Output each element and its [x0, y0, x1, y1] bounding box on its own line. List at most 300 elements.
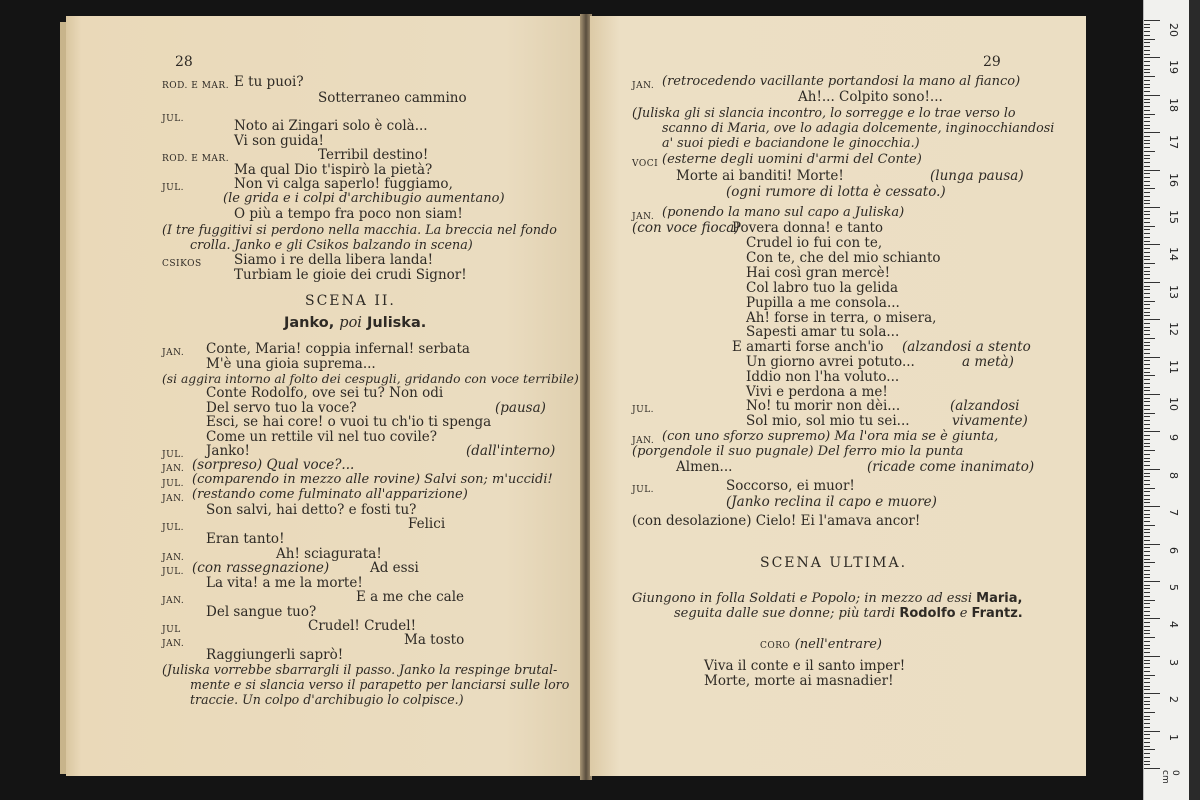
- ruler-tick: [1144, 218, 1150, 219]
- ruler-tick: [1144, 125, 1150, 126]
- stage-direction: (ponendo la mano sul capo a Juliska): [662, 205, 905, 220]
- speaker-label: JAN.: [632, 81, 655, 91]
- ruler-tick: [1144, 401, 1150, 402]
- ruler-tick: [1144, 319, 1160, 320]
- ruler-tick: [1144, 476, 1150, 477]
- ruler-tick: [1144, 330, 1150, 331]
- ruler-tick: [1144, 738, 1150, 739]
- right-page: [590, 16, 1086, 776]
- ruler-tick: [1144, 757, 1150, 758]
- verse-line: Crudel! Crudel!: [308, 618, 416, 634]
- ruler-tick: [1144, 121, 1150, 122]
- ruler-number: 15: [1167, 210, 1180, 224]
- verse-line: Conte, Maria! coppia infernal! serbata: [206, 341, 470, 357]
- ruler-tick: [1144, 450, 1155, 451]
- verse-line: Ma qual Dio t'ispirò la pietà?: [234, 162, 433, 178]
- stage-direction: (Juliska vorrebbe sbarrargli il passo. Janko la respinge brutal-: [162, 662, 558, 677]
- verse-line: Povera donna! e tanto: [732, 220, 883, 236]
- verse-line: Vivi e perdona a me!: [746, 384, 888, 400]
- stage-direction: crolla. Janko e gli Csikos balzando in scena): [190, 237, 473, 252]
- ruler-tick: [1144, 409, 1150, 410]
- ruler-tick: [1144, 499, 1150, 500]
- ruler-tick: [1144, 615, 1150, 616]
- ruler-tick: [1144, 114, 1155, 115]
- ruler-tick: [1144, 185, 1150, 186]
- ruler-tick: [1144, 596, 1150, 597]
- ruler-tick: [1144, 607, 1150, 608]
- ruler-number: 18: [1167, 97, 1180, 112]
- ruler-tick: [1144, 286, 1150, 287]
- ruler-tick: [1144, 282, 1160, 283]
- speaker-label: JUL.: [162, 114, 185, 124]
- ruler-tick: [1144, 353, 1150, 354]
- ruler-tick: [1144, 645, 1150, 646]
- ruler-tick: [1144, 323, 1150, 324]
- ruler-tick: [1144, 428, 1150, 429]
- speaker-label: ROD. E MAR.: [162, 154, 230, 164]
- verse-line: Ad essi: [370, 560, 419, 576]
- verse-line: Morte ai banditi! Morte!: [676, 168, 844, 184]
- ruler-tick: [1144, 173, 1150, 174]
- ruler-tick: [1144, 237, 1150, 238]
- verse-line: Viva il conte e il santo imper!: [704, 658, 906, 674]
- ruler-tick: [1144, 660, 1150, 661]
- ruler-tick: [1144, 431, 1160, 432]
- verse-line: Ma tosto: [404, 632, 465, 648]
- verse-line: Del sangue tuo?: [206, 604, 317, 620]
- ruler-tick: [1144, 734, 1150, 735]
- ruler-tick: [1144, 293, 1150, 294]
- ruler-tick: [1144, 570, 1150, 571]
- ruler-tick: [1144, 708, 1150, 709]
- description-text: Giungono in folla Soldati e Popolo; in mezzo ad essi: [632, 591, 972, 606]
- verse-line: Ah! sciagurata!: [276, 546, 382, 562]
- verse-line: La vita! a me la morte!: [206, 575, 363, 591]
- page-number: 29: [983, 54, 1001, 70]
- ruler-tick: [1144, 368, 1150, 369]
- ruler-tick: [1144, 764, 1150, 765]
- ruler-tick: [1144, 622, 1150, 623]
- ruler-tick: [1144, 525, 1155, 526]
- ruler-tick: [1144, 267, 1150, 268]
- speaker-label: JAN.: [162, 348, 185, 358]
- speaker-label: JAN.: [162, 464, 185, 474]
- ruler-number: 5: [1167, 584, 1180, 591]
- verse-line: E tu puoi?: [234, 74, 304, 90]
- stage-direction: mente e si slancia verso il parapetto per lanciarsi sulle loro: [190, 677, 570, 692]
- ruler-tick: [1144, 252, 1150, 253]
- ruler-tick: [1144, 76, 1155, 77]
- speaker-label: JAN.: [162, 494, 185, 504]
- ruler-tick: [1144, 69, 1150, 70]
- ruler-tick: [1144, 701, 1150, 702]
- speaker-label: JUL.: [632, 485, 655, 495]
- ruler-tick: [1144, 611, 1150, 612]
- verse-line: Crudel io fui con te,: [746, 235, 883, 251]
- ruler-tick: [1144, 214, 1150, 215]
- ruler-tick: [1144, 461, 1150, 462]
- ruler-tick: [1144, 256, 1150, 257]
- ruler-tick: [1144, 592, 1150, 593]
- ruler-tick: [1144, 480, 1150, 481]
- ruler-tick: [1144, 39, 1155, 40]
- verse-line: Del servo tuo la voce?: [206, 400, 357, 416]
- ruler-tick: [1144, 574, 1150, 575]
- ruler-tick: [1144, 454, 1150, 455]
- ruler-tick: [1144, 686, 1150, 687]
- ruler-tick: [1144, 192, 1150, 193]
- ruler-tick: [1144, 458, 1150, 459]
- ruler-number: 3: [1167, 658, 1180, 666]
- stage-direction: (pausa): [495, 400, 546, 416]
- ruler-tick: [1144, 226, 1155, 227]
- ruler-tick: [1144, 551, 1150, 552]
- verse-line: No! tu morir non dèi...: [746, 398, 901, 414]
- ruler-tick: [1144, 110, 1150, 111]
- ruler-tick: [1144, 405, 1150, 406]
- ruler-tick: [1144, 588, 1150, 589]
- ruler-tick: [1144, 491, 1150, 492]
- ruler-unit-label: 0 cm: [1160, 770, 1180, 784]
- ruler-tick: [1144, 84, 1150, 85]
- stage-direction: (retrocedendo vacillante portandosi la mano al fianco): [662, 74, 1021, 89]
- ruler-tick: [1144, 652, 1150, 653]
- ruler-tick: [1144, 200, 1150, 201]
- ruler-tick: [1144, 99, 1150, 100]
- ruler-tick: [1144, 244, 1160, 245]
- ruler-tick: [1144, 222, 1150, 223]
- ruler-tick: [1144, 506, 1160, 507]
- stage-direction: (ricade come inanimato): [867, 459, 1035, 475]
- verse-line: (con desolazione) Cielo! Ei l'amava ancor!: [632, 513, 921, 529]
- left-page: [66, 16, 582, 776]
- ruler-tick: [1144, 521, 1150, 522]
- ruler-tick: [1144, 562, 1155, 563]
- ruler-tick: [1144, 689, 1150, 690]
- ruler-tick: [1144, 155, 1150, 156]
- ruler-tick: [1144, 278, 1150, 279]
- scene-title: SCENA II.: [305, 293, 396, 309]
- stage-direction: (le grida e i colpi d'archibugio aumentano): [223, 191, 505, 206]
- ruler-tick: [1144, 716, 1150, 717]
- stage-direction: (con voce fioca): [632, 220, 740, 236]
- ruler-number: 12: [1167, 322, 1180, 337]
- ruler-tick: [1144, 439, 1150, 440]
- ruler-tick: [1144, 443, 1150, 444]
- speaker-label: JUL.: [162, 450, 185, 460]
- stage-direction: (con rassegnazione): [192, 560, 330, 576]
- verse-line: Conte Rodolfo, ove sei tu? Non odi: [206, 385, 444, 401]
- ruler-tick: [1144, 50, 1150, 51]
- scene-description: [674, 606, 1023, 622]
- speaker-label: JAN.: [632, 436, 655, 446]
- ruler-number: 7: [1167, 509, 1180, 517]
- ruler-tick: [1144, 637, 1155, 638]
- verse-line: Vi son guida!: [234, 133, 324, 149]
- stage-direction: (ogni rumore di lotta è cessato.): [726, 184, 946, 200]
- ruler-tick: [1144, 162, 1150, 163]
- ruler-tick: [1144, 667, 1150, 668]
- ruler-tick: [1144, 484, 1150, 485]
- stage-direction: (esterne degli uomini d'armi del Conte): [662, 152, 922, 167]
- ruler-tick: [1144, 416, 1150, 417]
- ruler-tick: [1144, 495, 1150, 496]
- ruler-tick: [1144, 271, 1150, 272]
- stage-direction: a metà): [962, 354, 1014, 370]
- speaker-label: ROD. E MAR.: [162, 81, 230, 91]
- ruler-tick: [1144, 102, 1150, 103]
- stage-direction: (dall'interno): [466, 443, 556, 459]
- verse-line: E a me che cale: [356, 589, 465, 605]
- ruler-tick: [1144, 87, 1150, 88]
- ruler-tick: [1144, 712, 1155, 713]
- ruler-tick: [1144, 91, 1150, 92]
- ruler-tick: [1144, 768, 1160, 769]
- ruler-tick: [1144, 31, 1150, 32]
- stage-direction: a' suoi piedi e baciandone le ginocchia.): [662, 135, 920, 150]
- ruler-tick: [1144, 57, 1160, 58]
- verse-line: Raggiungerli saprò!: [206, 647, 344, 663]
- ruler-tick: [1144, 600, 1155, 601]
- ruler-tick: [1144, 349, 1150, 350]
- verse-line: (comparendo in mezzo alle rovine) Salvi son; m'uccidi!: [192, 472, 553, 487]
- ruler-tick: [1144, 510, 1150, 511]
- ruler-tick: [1144, 42, 1150, 43]
- ruler-number: 20: [1167, 23, 1180, 37]
- chorus-heading: [760, 636, 882, 654]
- character-name: Rodolfo: [899, 606, 956, 621]
- ruler-tick: [1144, 233, 1150, 234]
- ruler-tick: [1144, 488, 1155, 489]
- ruler-tick: [1144, 308, 1150, 309]
- speaker-label: JAN.: [162, 639, 185, 649]
- ruler-tick: [1144, 547, 1150, 548]
- ruler-tick: [1144, 618, 1160, 619]
- measuring-ruler: [1143, 0, 1190, 800]
- speaker-label: JUL.: [162, 479, 185, 489]
- ruler-tick: [1144, 375, 1155, 376]
- ruler-tick: [1144, 529, 1150, 530]
- ruler-tick: [1144, 95, 1160, 96]
- speaker-label: CSIKOS: [162, 259, 202, 269]
- verse-line: Siamo i re della libera landa!: [234, 252, 434, 268]
- ruler-tick: [1144, 304, 1150, 305]
- ruler-tick: [1144, 364, 1150, 365]
- stage-direction: scanno di Maria, ove lo adagia dolcemente, inginocchiandosi: [662, 120, 1055, 135]
- ruler-tick: [1144, 151, 1155, 152]
- ruler-tick: [1144, 263, 1155, 264]
- ruler-tick: [1144, 383, 1150, 384]
- ruler-tick: [1144, 188, 1155, 189]
- speaker-label: JUL.: [162, 567, 185, 577]
- ruler-tick: [1144, 274, 1150, 275]
- verse-line: Felici: [408, 516, 446, 532]
- verse-line: Eran tanto!: [206, 531, 285, 547]
- ruler-tick: [1144, 581, 1160, 582]
- speaker-label: JAN.: [162, 553, 185, 563]
- stage-direction: vivamente): [952, 413, 1028, 429]
- ruler-tick: [1144, 704, 1150, 705]
- ruler-number: 2: [1167, 696, 1180, 704]
- ruler-tick: [1144, 603, 1150, 604]
- ruler-tick: [1144, 435, 1150, 436]
- ruler-tick: [1144, 675, 1155, 676]
- ruler-tick: [1144, 536, 1150, 537]
- verse-line: Esci, se hai core! o vuoi tu ch'io ti spenga: [206, 414, 492, 430]
- ruler-tick: [1144, 682, 1150, 683]
- ruler-tick: [1144, 379, 1150, 380]
- ruler-number: 17: [1167, 135, 1180, 150]
- speaker-label: CORO: [760, 641, 791, 651]
- ruler-tick: [1144, 181, 1150, 182]
- character-name: Maria,: [976, 591, 1023, 606]
- verse-line: M'è una gioia suprema...: [206, 356, 376, 372]
- ruler-tick: [1144, 424, 1150, 425]
- speaker-label: VOCI: [632, 159, 659, 169]
- verse-line: Turbiam le gioie dei crudi Signor!: [234, 267, 467, 283]
- ruler-tick: [1144, 390, 1150, 391]
- ruler-tick: [1144, 106, 1150, 107]
- character-name: Janko,: [284, 315, 335, 331]
- ruler-tick: [1144, 65, 1150, 66]
- verse-line: (con uno sforzo supremo) Ma l'ora mia se è giunta,: [662, 429, 999, 444]
- ruler-tick: [1144, 61, 1150, 62]
- ruler-tick: [1144, 158, 1150, 159]
- ruler-tick: [1144, 132, 1160, 133]
- description-text: e: [959, 606, 968, 621]
- ruler-tick: [1144, 394, 1160, 395]
- verse-line: Ah! forse in terra, o misera,: [746, 310, 937, 326]
- ruler-tick: [1144, 469, 1160, 470]
- ruler-tick: [1144, 502, 1150, 503]
- ruler-number: 14: [1167, 247, 1180, 262]
- stage-direction: traccie. Un colpo d'archibugio lo colpisce.): [190, 692, 464, 707]
- ruler-tick: [1144, 693, 1160, 694]
- ruler-tick: [1144, 719, 1150, 720]
- description-text: seguita dalle sue donne; più tardi: [674, 606, 896, 621]
- stage-direction: (Juliska gli si slancia incontro, lo sorregge e lo trae verso lo: [632, 105, 1016, 120]
- speaker-label: JAN.: [162, 596, 185, 606]
- ruler-number: 13: [1167, 284, 1180, 299]
- ruler-tick: [1144, 345, 1150, 346]
- ruler-tick: [1144, 27, 1150, 28]
- ruler-tick: [1144, 678, 1150, 679]
- verse-line: Con te, che del mio schianto: [746, 250, 941, 266]
- speaker-label: JUL.: [632, 405, 655, 415]
- speaker-label: JUL.: [162, 183, 185, 193]
- ruler-tick: [1144, 749, 1155, 750]
- verse-line: Soccorso, ei muor!: [726, 478, 855, 494]
- ruler-tick: [1144, 24, 1150, 25]
- scene-description: [632, 591, 1022, 607]
- ruler-tick: [1144, 514, 1150, 515]
- ruler-tick: [1144, 80, 1150, 81]
- verse-line: (sorpreso) Qual voce?...: [192, 457, 355, 473]
- verse-line: E amarti forse anch'io: [732, 339, 884, 355]
- ruler-tick: [1144, 540, 1150, 541]
- ruler-tick: [1144, 761, 1150, 762]
- stage-direction: (si aggira intorno al folto dei cespugli, gridando con voce terribile): [162, 372, 579, 386]
- ruler-tick: [1144, 465, 1150, 466]
- verse-line: Sotterraneo cammino: [318, 90, 467, 106]
- ruler-tick: [1144, 211, 1150, 212]
- ruler-tick: [1144, 357, 1160, 358]
- ruler-number: 19: [1167, 60, 1180, 75]
- scene-title: SCENA ULTIMA.: [760, 555, 908, 571]
- ruler-tick: [1144, 20, 1160, 21]
- ruler-tick: [1144, 742, 1150, 743]
- speaker-label: JUL.: [162, 523, 185, 533]
- ruler-tick: [1144, 203, 1150, 204]
- verse-line: Iddio non l'ha voluto...: [746, 369, 900, 385]
- page-number: 28: [175, 54, 193, 70]
- ruler-tick: [1144, 648, 1150, 649]
- ruler-tick: [1144, 315, 1150, 316]
- ruler-tick: [1144, 170, 1160, 171]
- ruler-tick: [1144, 289, 1150, 290]
- ruler-tick: [1144, 327, 1150, 328]
- stage-direction: (alzandosi: [950, 398, 1020, 414]
- ruler-tick: [1144, 641, 1150, 642]
- ruler-tick: [1144, 334, 1150, 335]
- ruler-tick: [1144, 398, 1150, 399]
- ruler-tick: [1144, 35, 1150, 36]
- verse-line: Un giorno avrei potuto...: [746, 354, 915, 370]
- ruler-tick: [1144, 54, 1150, 55]
- ruler-tick: [1144, 166, 1150, 167]
- scene-subtitle: [284, 315, 426, 331]
- ruler-tick: [1144, 727, 1150, 728]
- ruler-number: 4: [1167, 621, 1180, 629]
- ruler-tick: [1144, 196, 1150, 197]
- ruler-tick: [1144, 301, 1155, 302]
- ruler-tick: [1144, 117, 1150, 118]
- ruler-tick: [1144, 248, 1150, 249]
- ruler-number: 16: [1167, 172, 1180, 187]
- verse-line: O più a tempo fra poco non siam!: [234, 206, 463, 222]
- verse-line: Sapesti amar tu sola...: [746, 324, 900, 340]
- stage-direction: (lunga pausa): [930, 168, 1024, 184]
- ruler-tick: [1144, 140, 1150, 141]
- ruler-tick: [1144, 446, 1150, 447]
- speaker-label: JUL: [162, 625, 181, 635]
- ruler-tick: [1144, 633, 1150, 634]
- ruler-tick: [1144, 555, 1150, 556]
- verse-line: Noto ai Zingari solo è colà...: [234, 118, 428, 134]
- verse-line: Come un rettile vil nel tuo covile?: [206, 429, 437, 445]
- ruler-tick: [1144, 697, 1150, 698]
- ruler-tick: [1144, 566, 1150, 567]
- speaker-label: JAN.: [632, 212, 655, 222]
- stage-direction: (alzandosi a stento: [902, 339, 1031, 355]
- ruler-tick: [1144, 626, 1150, 627]
- ruler-tick: [1144, 372, 1150, 373]
- ruler-tick: [1144, 630, 1150, 631]
- ruler-tick: [1144, 663, 1150, 664]
- verse-line: (porgendole il suo pugnale) Del ferro mio la punta: [632, 444, 964, 459]
- background-strip: [1189, 0, 1200, 800]
- ruler-tick: [1144, 46, 1150, 47]
- stage-direction: (Janko reclina il capo e muore): [726, 494, 937, 510]
- ruler-tick: [1144, 229, 1150, 230]
- ruler-number: 10: [1167, 397, 1180, 411]
- ruler-tick: [1144, 731, 1160, 732]
- conjunction: poi: [339, 315, 362, 331]
- ruler-tick: [1144, 136, 1150, 137]
- ruler-tick: [1144, 312, 1150, 313]
- ruler-tick: [1144, 753, 1150, 754]
- ruler-tick: [1144, 387, 1150, 388]
